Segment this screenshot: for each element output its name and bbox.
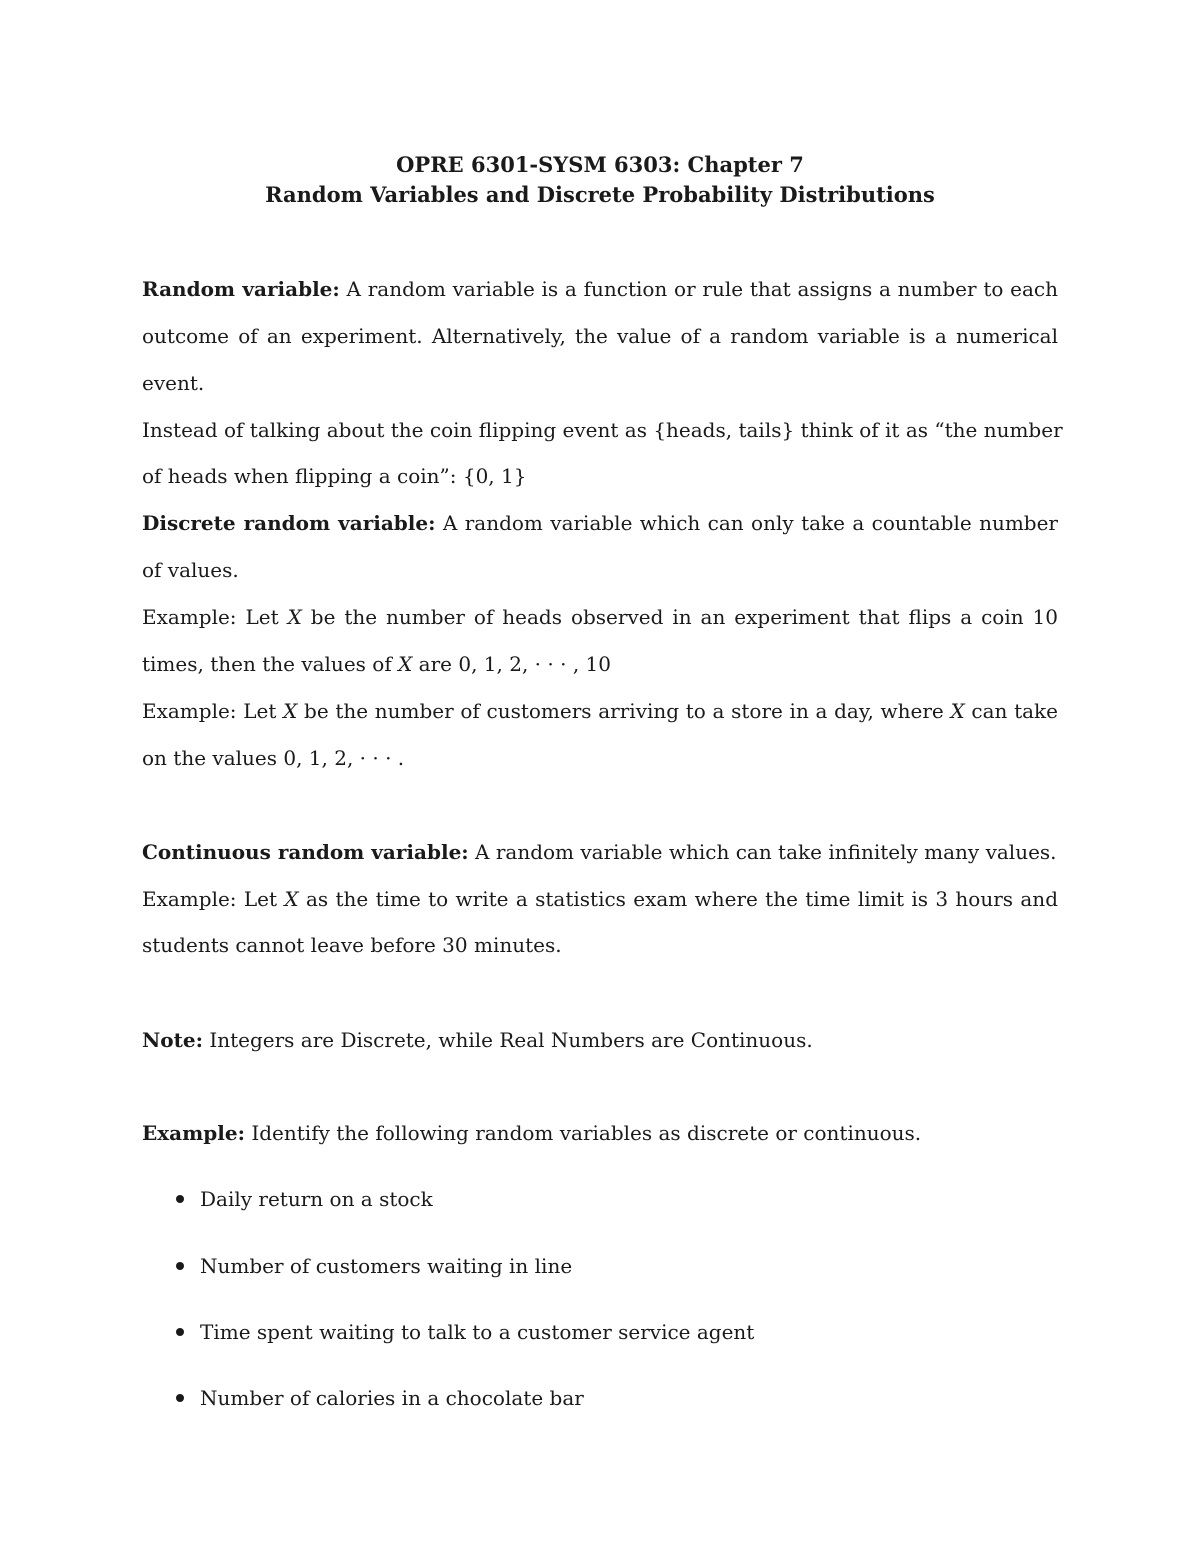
bullet-icon: [176, 1195, 184, 1203]
discrete-example2-var2: X: [950, 699, 965, 723]
discrete-example2-line2: on the values 0, 1, 2, · · · .: [142, 746, 405, 770]
list-item: Number of calories in a chocolate bar: [200, 1386, 584, 1410]
discrete-example1-line2-b: are 0, 1, 2, · · · , 10: [412, 652, 611, 676]
continuous-example-var: X: [284, 887, 299, 911]
discrete-example1-text-b: be the number of heads observed in an experiment that flips a coin 10: [301, 605, 1058, 629]
discrete-example2-line1: [142, 697, 1058, 725]
discrete-example1-line2-var: X: [398, 652, 413, 676]
random-variable-definition-line2: outcome of an experiment. Alternatively, the value of a random variable is a numerical: [142, 324, 1058, 348]
discrete-term: Discrete random variable:: [142, 511, 436, 535]
discrete-definition-line2: of values.: [142, 558, 239, 582]
discrete-example1-var: X: [287, 605, 302, 629]
random-variable-definition-line3: event.: [142, 371, 205, 395]
document-subtitle: Random Variables and Discrete Probability Distributions: [265, 182, 935, 207]
note-term: Note:: [142, 1028, 203, 1052]
list-item: Number of customers waiting in line: [200, 1254, 573, 1278]
discrete-example2-text-c: can take: [964, 699, 1058, 723]
discrete-example1-line2: [142, 650, 611, 678]
random-variable-term: Random variable:: [142, 277, 340, 301]
list-item: Daily return on a stock: [200, 1187, 433, 1211]
discrete-example1-line2-a: times, then the values of: [142, 652, 399, 676]
continuous-example-line2: students cannot leave before 30 minutes.: [142, 933, 562, 957]
continuous-text-1: A random variable which can take infinitely many values.: [475, 840, 1057, 864]
random-variable-text-1: A random variable is a function or rule that assigns a number to each: [346, 277, 1058, 301]
bullet-icon: [176, 1262, 184, 1270]
example-text: Identify the following random variables as discrete or continuous.: [251, 1121, 922, 1145]
continuous-term: Continuous random variable:: [142, 840, 469, 864]
bullet-icon: [176, 1394, 184, 1402]
discrete-example1-line1: [142, 603, 1058, 631]
discrete-example2-var: X: [283, 699, 298, 723]
discrete-example2-text-b: be the number of customers arriving to a store in a day, where: [297, 699, 951, 723]
continuous-definition-line1: [142, 838, 1057, 866]
example-paragraph: [142, 1119, 921, 1147]
coin-example-line2: of heads when flipping a coin”: {0, 1}: [142, 464, 527, 488]
bullet-icon: [176, 1328, 184, 1336]
continuous-example-text-a: Example: Let: [142, 887, 285, 911]
coin-example-line1: Instead of talking about the coin flipping event as {heads, tails} think of it as “the number: [142, 418, 1063, 442]
note-text: Integers are Discrete, while Real Numbers are Continuous.: [209, 1028, 813, 1052]
note-paragraph: [142, 1026, 813, 1054]
discrete-example2-text-a: Example: Let: [142, 699, 284, 723]
discrete-text-1: A random variable which can only take a countable number: [442, 511, 1058, 535]
example-term: Example:: [142, 1121, 245, 1145]
random-variable-definition-line1: [142, 275, 1058, 303]
document-title: OPRE 6301-SYSM 6303: Chapter 7: [396, 152, 804, 177]
continuous-example-line1: [142, 885, 1058, 913]
discrete-definition-line1: [142, 509, 1058, 537]
continuous-example-text-b: as the time to write a statistics exam where the time limit is 3 hours and: [298, 887, 1058, 911]
discrete-example1-text-a: Example: Let: [142, 605, 288, 629]
list-item: Time spent waiting to talk to a customer service agent: [200, 1320, 755, 1344]
